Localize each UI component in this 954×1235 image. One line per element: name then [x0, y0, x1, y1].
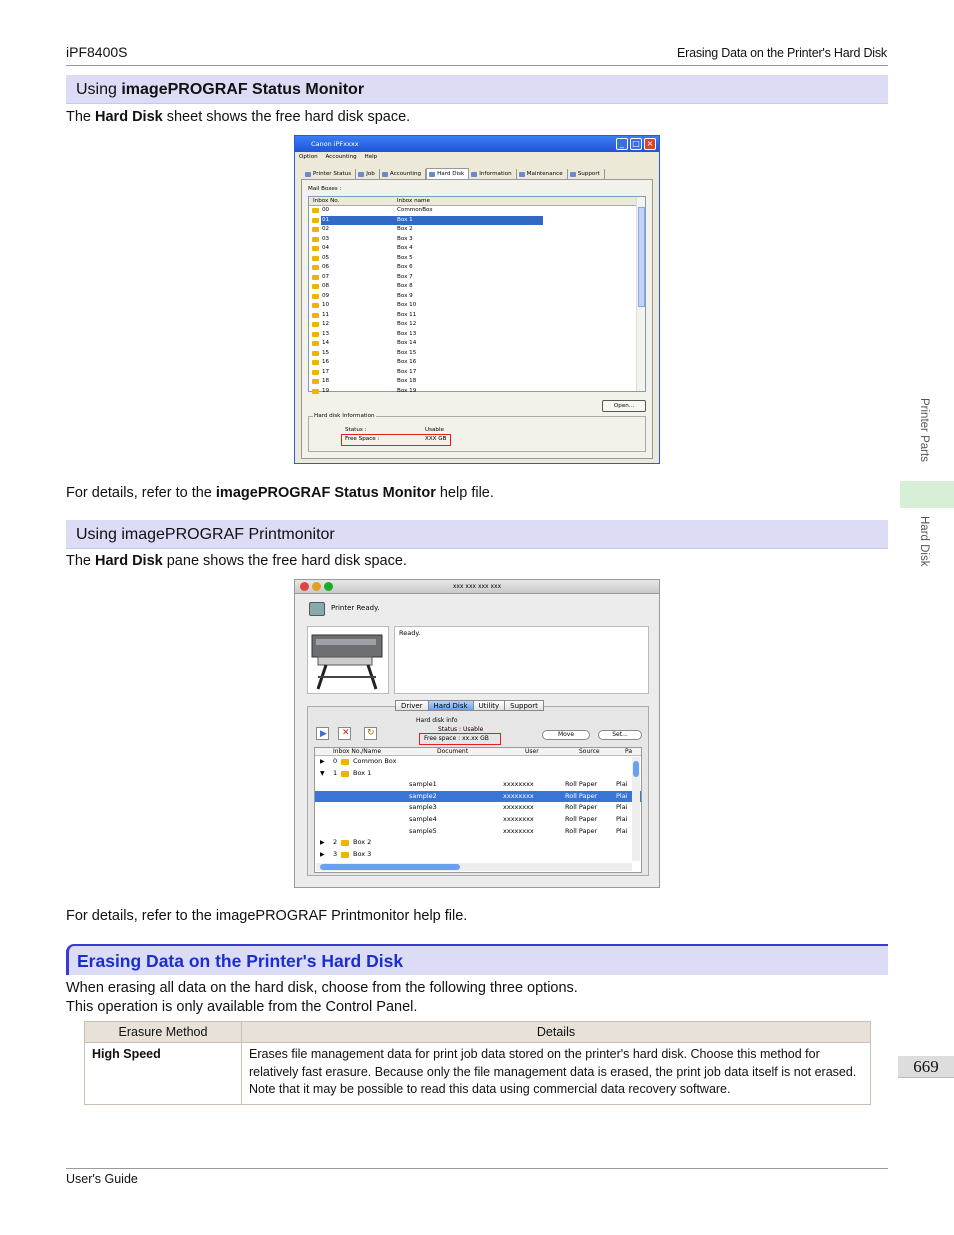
- mailbox-list: [308, 196, 646, 392]
- inbox-name: Box 2: [353, 838, 372, 847]
- list-vscroll: [632, 757, 640, 861]
- tab-driver: Driver: [395, 700, 429, 711]
- method-cell: High Speed: [85, 1043, 242, 1105]
- inbox-number: 2: [333, 838, 338, 847]
- inbox-name: Box 16: [397, 359, 417, 365]
- mailbox-icon: [312, 322, 319, 327]
- inbox-name: Box 5: [397, 254, 413, 261]
- table-row: [315, 791, 641, 803]
- col-inbox-name: Inbox name: [397, 198, 430, 204]
- minimize-light-icon: [312, 582, 321, 591]
- inbox-name: Box 4: [397, 245, 413, 251]
- para-bold: imagePROGRAF Status Monitor: [215, 485, 436, 501]
- hard-disk-panel: [301, 179, 653, 459]
- list-item: [309, 330, 645, 340]
- col-inbox-no: Inbox No.: [313, 198, 340, 204]
- header-model: iPF8400S: [66, 44, 128, 60]
- mac-window-title: xxx xxx xxx xxx: [452, 583, 502, 590]
- disclosure-open-icon: ▼: [320, 769, 325, 777]
- delete-icon: ✕: [338, 727, 351, 740]
- tab-printer-status: Printer Status: [303, 169, 356, 180]
- mailbox-icon: [312, 256, 319, 261]
- menu-option: Option: [299, 154, 318, 160]
- inbox-name: Box 10: [397, 302, 417, 308]
- mailbox-icon: [312, 332, 319, 337]
- table-row: [315, 814, 641, 826]
- footer-text: User's Guide: [66, 1172, 138, 1186]
- inbox-number: 12: [322, 321, 330, 327]
- list-item: [309, 216, 645, 226]
- inbox-name: Box 8: [397, 283, 413, 289]
- paragraph-erasing-line2: This operation is only available from the Control Panel.: [66, 999, 418, 1015]
- doc-source: Roll Paper: [565, 826, 598, 835]
- inbox-number: 13: [322, 330, 330, 337]
- inbox-name: Box 7: [397, 273, 413, 280]
- reprint-icon: ↻: [364, 727, 377, 740]
- inbox-number: 02: [322, 226, 330, 232]
- list-item: [309, 244, 645, 254]
- printer-small-icon: [309, 602, 325, 616]
- mailbox-icon: [312, 379, 319, 384]
- list-item: [309, 273, 645, 283]
- doc-user: xxxxxxxx: [503, 803, 534, 812]
- free-space-label: Free Space :: [345, 436, 380, 442]
- menu-help: Help: [364, 154, 378, 160]
- col-erasure-method: Erasure Method: [85, 1022, 242, 1043]
- paragraph-erasing-line1: When erasing all data on the hard disk, choose from the following three options.: [66, 980, 578, 996]
- doc-source: Roll Paper: [565, 780, 598, 789]
- inbox-number: 08: [322, 283, 330, 289]
- mailbox-icon: [341, 759, 349, 765]
- side-label-hard-disk: Hard Disk: [918, 516, 930, 567]
- inbox-name: Box 17: [397, 368, 417, 375]
- status-label: Status :: [345, 427, 367, 433]
- close-icon: ×: [644, 138, 656, 150]
- mac-tabs: [395, 700, 543, 711]
- mailbox-icon: [341, 852, 349, 858]
- mailbox-icon: [312, 341, 319, 346]
- header-divider: [66, 65, 888, 66]
- window-title: Canon iPFxxxx: [311, 140, 359, 148]
- inbox-number: 06: [322, 264, 330, 270]
- list-item: [309, 320, 645, 330]
- doc-source: Roll Paper: [565, 791, 598, 800]
- mailbox-icon: [312, 303, 319, 308]
- scroll-thumb: [638, 207, 645, 307]
- para-text: help file.: [435, 485, 494, 501]
- window-tabs: [303, 168, 605, 179]
- menu-accounting: Accounting: [325, 154, 357, 160]
- col-inbox: Inbox No./Name: [333, 748, 382, 755]
- list-item: [309, 301, 645, 311]
- printmonitor-screenshot: [294, 579, 660, 888]
- inbox-number: 17: [322, 368, 330, 375]
- tab-accounting: Accounting: [380, 169, 426, 180]
- inbox-number: 18: [322, 378, 330, 384]
- section-heading-printmonitor: Using imagePROGRAF Printmonitor: [66, 520, 888, 549]
- list-header: [315, 748, 641, 756]
- inbox-number: 10: [322, 302, 330, 308]
- table-header-row: [85, 1022, 871, 1043]
- free-space-value: XXX GB: [425, 436, 447, 442]
- tab-utility: Utility: [473, 700, 506, 711]
- section-heading-status-monitor: [66, 75, 888, 104]
- doc-name: sample2: [409, 791, 437, 800]
- para-bold: Hard Disk: [95, 109, 163, 125]
- col-details: Details: [242, 1022, 871, 1043]
- section-heading-prefix: Using: [76, 81, 122, 98]
- section-heading-bold: imagePROGRAF Status Monitor: [121, 81, 365, 98]
- mailbox-icon: [312, 237, 319, 242]
- inbox-number: 05: [322, 254, 330, 261]
- open-button: Open...: [602, 400, 646, 412]
- list-item: [309, 349, 645, 359]
- mailbox-icon: [312, 351, 319, 356]
- list-item: [309, 339, 645, 349]
- col-source: Source: [579, 748, 600, 755]
- inbox-number: 09: [322, 292, 330, 299]
- doc-name: sample1: [409, 780, 437, 789]
- mailbox-icon: [312, 246, 319, 251]
- inbox-number: 04: [322, 245, 330, 251]
- table-row: [85, 1043, 871, 1105]
- inbox-number: 00: [322, 207, 330, 213]
- list-item: [315, 756, 641, 768]
- close-light-icon: [300, 582, 309, 591]
- doc-pa: Plai: [616, 780, 628, 789]
- hscroll-thumb: [320, 864, 460, 870]
- inbox-number: 1: [333, 768, 338, 777]
- doc-user: xxxxxxxx: [503, 814, 534, 823]
- tab-hard-disk: Hard Disk: [426, 168, 469, 180]
- ready-message: Ready.: [394, 626, 649, 694]
- col-pa: Pa: [625, 748, 633, 755]
- window-titlebar: [295, 136, 659, 152]
- printer-image: [307, 626, 389, 694]
- mailbox-icon: [312, 370, 319, 375]
- inbox-name: Box 11: [397, 311, 417, 318]
- header-section: Erasing Data on the Printer's Hard Disk: [677, 46, 887, 60]
- para-text: For details, refer to the: [66, 485, 216, 501]
- mailbox-icon: [341, 771, 349, 777]
- mailbox-icon: [341, 840, 349, 846]
- inbox-name: Box 18: [397, 378, 417, 384]
- list-item: [309, 358, 645, 368]
- disclosure-closed-icon: ▶: [320, 850, 325, 858]
- inbox-number: 11: [322, 311, 330, 318]
- para-text: sheet shows the free hard disk space.: [162, 109, 411, 125]
- disclosure-closed-icon: ▶: [320, 758, 325, 765]
- paragraph-printmonitor-details: For details, refer to the imagePROGRAF Printmonitor help file.: [66, 908, 468, 924]
- mail-boxes-label: Mail Boxes :: [308, 186, 342, 192]
- tab-maintenance: Maintenance: [517, 169, 568, 180]
- list-item: [315, 849, 641, 861]
- doc-source: Roll Paper: [565, 803, 598, 812]
- disclosure-closed-icon: ▶: [320, 839, 325, 847]
- col-user: User: [525, 748, 539, 755]
- window-menubar: [295, 152, 659, 162]
- job-rows: [315, 756, 641, 860]
- inbox-number: 01: [322, 216, 330, 223]
- play-icon: ▶: [316, 727, 329, 740]
- doc-user: xxxxxxxx: [503, 791, 534, 800]
- heading-erasing-data: Erasing Data on the Printer's Hard Disk: [66, 944, 888, 975]
- list-item: [309, 311, 645, 321]
- page-number: 669: [898, 1056, 954, 1078]
- inbox-name: Box 14: [397, 340, 417, 346]
- inbox-number: 0: [333, 757, 338, 765]
- hd-info-label: Hard disk Information: [314, 413, 375, 419]
- mailbox-rows: [309, 206, 645, 396]
- list-item: [309, 225, 645, 235]
- maximize-icon: □: [630, 138, 642, 150]
- list-item: [309, 263, 645, 273]
- erasure-method-table: [84, 1021, 871, 1105]
- inbox-name: Box 3: [353, 849, 372, 858]
- paragraph-status-monitor-details: [66, 484, 494, 503]
- doc-pa: Plai: [616, 826, 628, 835]
- list-hscroll: [316, 863, 632, 871]
- tab-support: Support: [504, 700, 544, 711]
- doc-name: sample4: [409, 814, 437, 823]
- side-label-printer-parts: Printer Parts: [918, 398, 930, 462]
- tab-job: Job: [356, 169, 380, 180]
- para-bold: Hard Disk: [95, 553, 163, 569]
- doc-name: sample5: [409, 826, 437, 835]
- list-item: [315, 837, 641, 849]
- inbox-number: 14: [322, 340, 330, 346]
- mailbox-icon: [312, 227, 319, 232]
- table-row: [315, 826, 641, 838]
- inbox-name: Box 12: [397, 321, 417, 327]
- highlight-box: [419, 733, 501, 745]
- tab-hard-disk: Hard Disk: [428, 700, 474, 711]
- list-header: [309, 197, 645, 206]
- inbox-number: 3: [333, 849, 338, 858]
- inbox-name: Box 1: [397, 216, 413, 223]
- para-text: The: [66, 553, 96, 569]
- list-scrollbar: [636, 197, 645, 391]
- list-item: [309, 206, 645, 216]
- selection-highlight: [321, 216, 543, 226]
- doc-pa: Plai: [616, 803, 628, 812]
- footer-divider: [66, 1168, 888, 1169]
- mailbox-icon: [312, 284, 319, 289]
- inbox-name: Box 9: [397, 292, 413, 299]
- zoom-light-icon: [324, 582, 333, 591]
- inbox-name: Box 13: [397, 330, 417, 337]
- list-item: [309, 254, 645, 264]
- minimize-icon: _: [616, 138, 628, 150]
- inbox-name: Box 15: [397, 349, 417, 356]
- inbox-number: 07: [322, 273, 330, 280]
- inbox-number: 16: [322, 359, 330, 365]
- para-text: The: [66, 109, 96, 125]
- inbox-name: CommonBox: [397, 207, 433, 213]
- list-item: [309, 282, 645, 292]
- status-value: Usable: [425, 427, 444, 433]
- inbox-name: Box 2: [397, 226, 413, 232]
- status-line: Status : Usable: [438, 726, 484, 733]
- mailbox-icon: [312, 389, 319, 394]
- mailbox-icon: [312, 313, 319, 318]
- doc-user: xxxxxxxx: [503, 826, 534, 835]
- details-cell: Erases file management data for print job data stored on the printer's hard disk. Choose this method for relatively fast erasure. Because only the file management data is erased, the print job data itself is not erased. Note that it may be possible to read this data using commercial data recovery software.: [242, 1043, 871, 1105]
- hd-info-label: Hard disk info: [416, 717, 458, 724]
- hard-disk-pane: [307, 706, 649, 876]
- mac-titlebar: [295, 580, 659, 594]
- doc-pa: Plai: [616, 814, 628, 823]
- move-button: Move: [542, 730, 590, 740]
- list-item: [309, 387, 645, 397]
- list-item: [309, 377, 645, 387]
- table-row: [315, 779, 641, 791]
- mailbox-icon: [312, 208, 319, 213]
- list-item: [309, 292, 645, 302]
- paragraph-printmonitor: [66, 552, 407, 571]
- mailbox-icon: [312, 265, 319, 270]
- para-text: pane shows the free hard disk space.: [162, 553, 407, 569]
- highlight-box: [341, 434, 451, 446]
- mailbox-icon: [312, 360, 319, 365]
- side-tab-marker: [900, 481, 954, 508]
- table-row: [315, 802, 641, 814]
- vscroll-thumb: [633, 761, 639, 777]
- inbox-name: Box 19: [397, 387, 417, 394]
- mailbox-icon: [312, 275, 319, 280]
- paragraph-status-monitor: [66, 108, 410, 127]
- tab-support: Support: [568, 169, 605, 180]
- inbox-job-list: [314, 747, 642, 873]
- inbox-name: Common Box: [353, 757, 397, 765]
- list-item: [309, 368, 645, 378]
- hd-info-group: [308, 413, 646, 452]
- printer-illustration-icon: [308, 627, 388, 693]
- list-item: [315, 768, 641, 780]
- inbox-number: 19: [322, 387, 330, 394]
- mailbox-icon: [312, 218, 319, 223]
- set-button: Set...: [598, 730, 642, 740]
- inbox-number: 03: [322, 235, 330, 242]
- doc-pa: Plai: [616, 791, 628, 800]
- doc-name: sample3: [409, 803, 437, 812]
- tab-information: Information: [469, 169, 516, 180]
- free-space-line: Free space : xx.xx GB: [424, 735, 489, 742]
- doc-user: xxxxxxxx: [503, 780, 534, 789]
- list-item: [309, 235, 645, 245]
- doc-source: Roll Paper: [565, 814, 598, 823]
- col-document: Document: [437, 748, 469, 755]
- inbox-name: Box 3: [397, 235, 413, 242]
- inbox-number: 15: [322, 349, 330, 356]
- inbox-name: Box 1: [353, 768, 372, 777]
- inbox-name: Box 6: [397, 264, 413, 270]
- printer-status-text: Printer Ready.: [331, 604, 380, 612]
- mailbox-icon: [312, 294, 319, 299]
- status-monitor-screenshot: [294, 135, 660, 464]
